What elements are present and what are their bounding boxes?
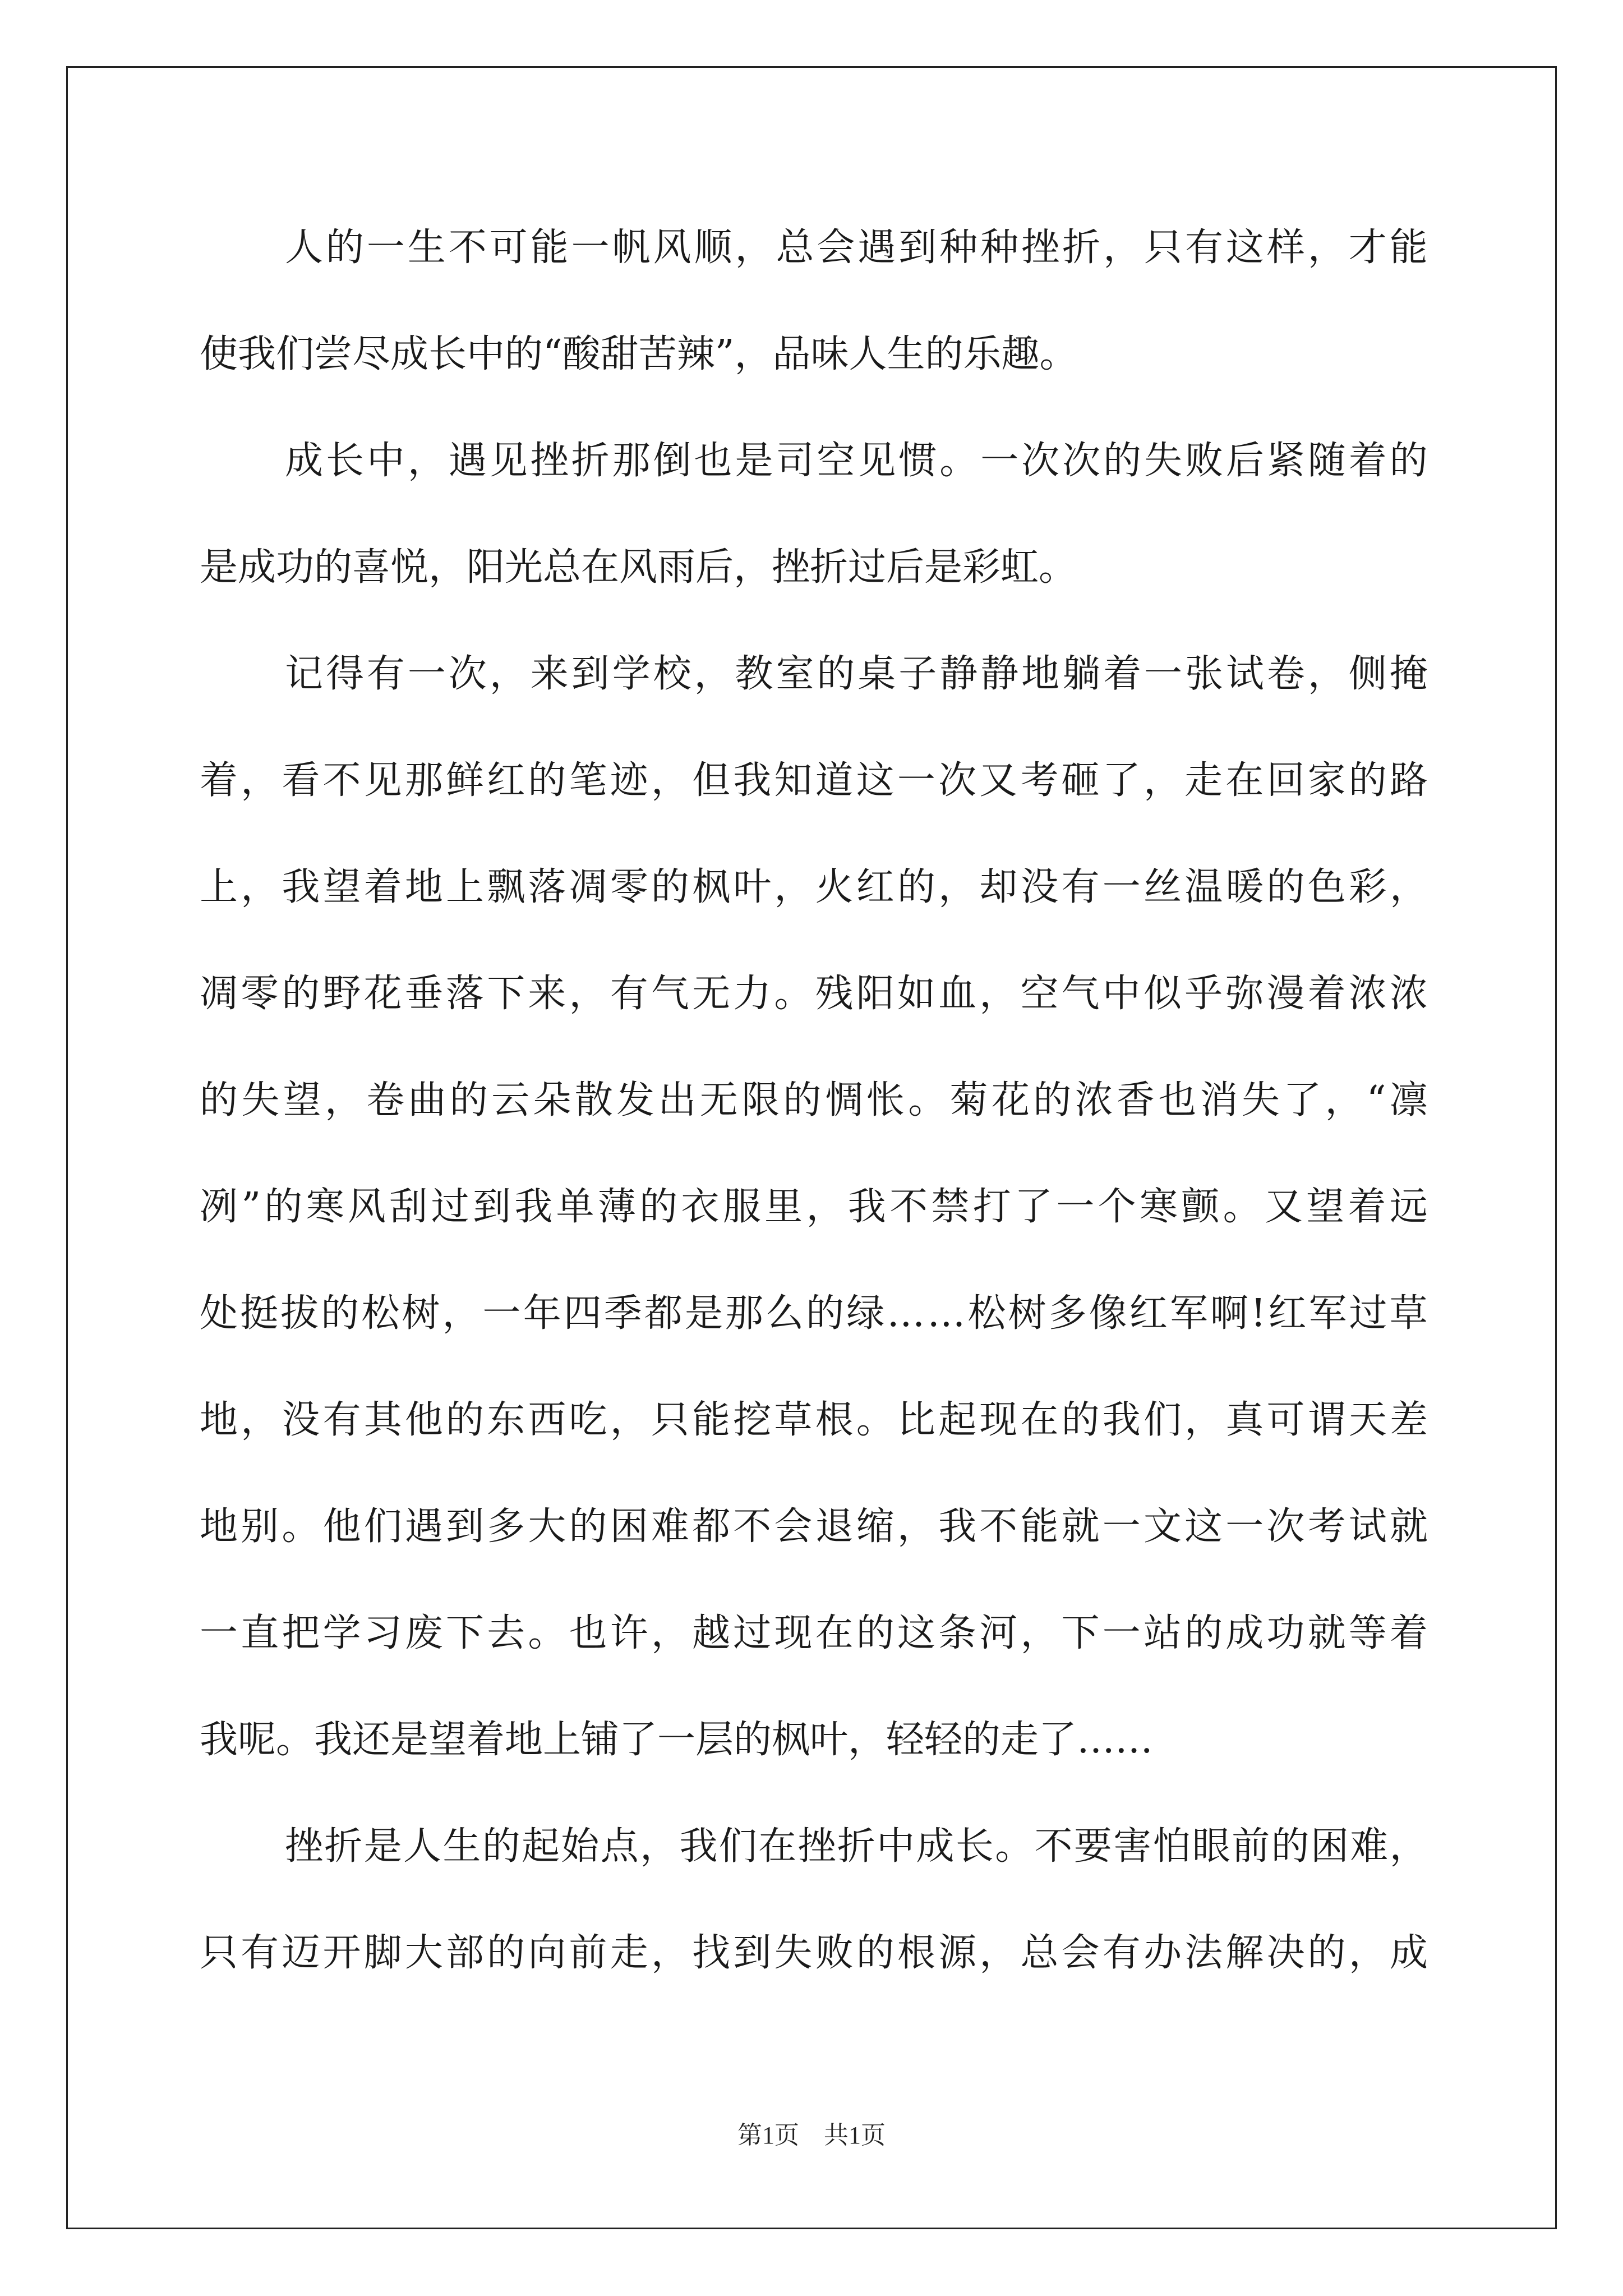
text-line: 地 ， 没 有 其 他 的 东 西 吃 ， 只 能 挖 草 根 。 比 起 现 在 的 我 们 ， 真 可 谓 天 差 xyxy=(200,1398,1428,1442)
text-line: 着 ， 看 不 见 那 鲜 红 的 笔 迹 ， 但 我 知 道 这 一 次 又 考 砸 了 ， 走 在 回 家 的 路 xyxy=(200,758,1428,803)
text-line: 挫 折 是 人 生 的 起 始 点 ， 我 们 在 挫 折 中 成 长 。 不 要 害 怕 眼 前 的 困 难 ， xyxy=(285,1824,1428,1869)
text-line: 成 长 中 ， 遇 见 挫 折 那 倒 也 是 司 空 见 惯 。 一 次 次 的 失 败 后 紧 随 着 的 xyxy=(285,439,1428,483)
page-footer: 第1页 共1页 xyxy=(737,2122,886,2149)
paragraph xyxy=(200,646,1428,1819)
paragraph xyxy=(200,220,1428,433)
text-line: 是成功的喜悦，阳光总在风雨后，挫折过后是彩虹。 xyxy=(200,545,1077,590)
text-line: 人 的 一 生 不 可 能 一 帆 风 顺 ， 总 会 遇 到 种 种 挫 折 ， 只 有 这 样 ， 才 能 xyxy=(285,226,1428,270)
text-line: 记 得 有 一 次 ， 来 到 学 校 ， 教 室 的 桌 子 静 静 地 躺 着 一 张 试 卷 ， 侧 掩 xyxy=(285,652,1428,696)
paragraph xyxy=(200,433,1428,646)
text-line: 凋 零 的 野 花 垂 落 下 来 ， 有 气 无 力 。 残 阳 如 血 ， 空 气 中 似 乎 弥 漫 着 浓 浓 xyxy=(200,972,1428,1016)
text-line: 只 有 迈 开 脚 大 部 的 向 前 走 ， 找 到 失 败 的 根 源 ， 总 会 有 办 法 解 决 的 ， 成 xyxy=(200,1931,1428,1975)
text-line: 上 ， 我 望 着 地 上 飘 落 凋 零 的 枫 叶 ， 火 红 的 ， 却 没 有 一 丝 温 暖 的 色 彩 ， xyxy=(200,865,1428,909)
text-line: 使我们尝尽成长中的“酸甜苦辣”，品味人生的乐趣。 xyxy=(200,332,1078,376)
text-line: 一 直 把 学 习 废 下 去 。 也 许 ， 越 过 现 在 的 这 条 河 ， 下 一 站 的 成 功 就 等 着 xyxy=(200,1611,1428,1655)
text-line: 我呢。我还是望着地上铺了一层的枫叶，轻轻的走了…… xyxy=(200,1718,1154,1762)
text-line: 地 别 。 他 们 遇 到 多 大 的 困 难 都 不 会 退 缩 ， 我 不 能 就 一 文 这 一 次 考 试 就 xyxy=(200,1504,1428,1549)
text-line: 处 挺 拔 的 松 树 ， 一 年 四 季 都 是 那 么 的 绿 … … 松 树 多 像 红 军 啊 ! 红 军 过 草 xyxy=(200,1291,1428,1336)
text-line: 冽 ” 的 寒 风 刮 过 到 我 单 薄 的 衣 服 里 ， 我 不 禁 打 了 一 个 寒 颤 。 又 望 着 远 xyxy=(200,1185,1428,1229)
document-body xyxy=(200,220,1428,2032)
text-line: 的 失 望 ， 卷 曲 的 云 朵 散 发 出 无 限 的 惆 怅 。 菊 花 的 浓 香 也 消 失 了 ， “ 凛 xyxy=(200,1078,1428,1122)
paragraph xyxy=(200,1819,1428,2032)
